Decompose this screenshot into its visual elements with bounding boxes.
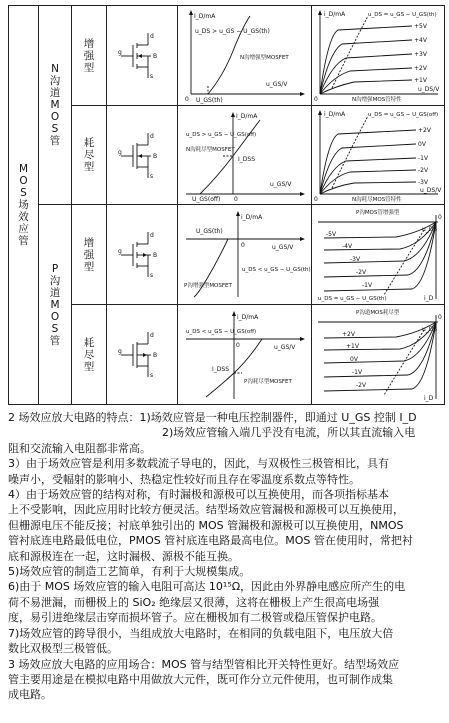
vertical-char: 道 [49,87,61,99]
svg-text:+1V: +1V [414,77,427,84]
svg-text:u_DS: u_DS [422,226,438,233]
svg-text:0V: 0V [418,141,426,148]
text-line: 6)由于 MOS 场效应管的输入电阻可高达 10¹⁵Ω，因此由外界静电感应所产生的电 [8,580,406,594]
terminal-s: s [150,73,154,80]
svg-text:U_GS(th): U_GS(th) [196,97,223,104]
svg-text:u_DS/V: u_DS/V [420,187,442,194]
vertical-char: M [50,298,60,311]
svg-text:u_DS < u_GS − U_GS(th): u_DS < u_GS − U_GS(th) [242,267,311,273]
svg-text:N沟增强型MOSFET: N沟增强型MOSFET [240,55,289,61]
text-line: 荷不易泄漏，而栅极上的 SiO₂ 绝缘层又很薄，这将在栅极上产生很高电场强 [8,595,380,609]
svg-text:d: d [150,133,154,140]
output-curve-n-enhancement [312,6,445,105]
category-label [9,6,38,404]
svg-text:-1V: -1V [362,282,373,289]
text-line: 管衬底连电路最低电位，PMOS 管衬底连电路最高电位。MOS 管在使用时，常把衬 [8,534,413,548]
text-line: 2)场效应管输入端几乎没有电流，所以其直流输入电 [162,426,416,440]
text-line: 7)场效应管的跨导很小，当组成放大电路时，在相同的负载电阻下，电压放大倍 [8,626,394,640]
vertical-char: 型 [83,360,95,373]
group-label-n-channel [39,6,71,204]
svg-text:g: g [118,149,122,156]
vertical-char: O [19,175,28,187]
svg-text:i_D/mA: i_D/mA [241,214,263,221]
svg-text:+2V: +2V [418,127,431,134]
vertical-char: N [51,63,59,75]
vertical-char: 管 [18,235,29,247]
svg-text:0V: 0V [350,356,358,363]
svg-text:N沟耗尽型MOSFET: N沟耗尽型MOSFET [186,147,235,153]
vertical-char: 应 [18,223,29,235]
svg-text:-3V: -3V [350,256,361,263]
text-line: 但栅源电压不能反接；衬底单独引出的 MOS 管漏极和源极可以互换使用，NMOS [8,518,404,532]
vertical-char: S [20,187,27,199]
svg-text:U_GS(off): U_GS(off) [192,196,221,203]
svg-text:N沟增强MOS管特性: N沟增强MOS管特性 [352,97,402,103]
transfer-curve-n-enhancement [178,6,311,105]
svg-text:i_D/mA: i_D/mA [324,111,346,118]
text-line: 噪声小，受幅射的影响小、热稳定性较好而且存在零温度系数点等特性。 [8,472,360,486]
svg-text:+3V: +3V [414,51,427,58]
vertical-char: 强 [83,248,95,261]
vertical-char: S [51,322,59,335]
svg-text:I_DSS: I_DSS [212,366,230,373]
terminal-g: g [118,49,122,56]
svg-text:u_DS > u_GS − U_GS(th): u_DS > u_GS − U_GS(th) [195,28,270,35]
svg-text:B: B [153,153,158,160]
svg-text:-5V: -5V [326,231,337,238]
svg-text:0: 0 [438,314,442,321]
svg-text:s: s [150,173,154,180]
vertical-char: 沟 [49,75,61,87]
svg-text:0: 0 [314,96,318,103]
svg-text:-3V: -3V [418,179,429,186]
vertical-char: 增 [83,37,95,50]
svg-text:i_D/mA: i_D/mA [324,11,346,18]
svg-text:i_D/mA: i_D/mA [237,314,259,321]
vertical-char: 耗 [83,336,95,349]
svg-text:-1V: -1V [352,369,363,376]
text-line: 数比双极型三极管低。 [8,642,118,656]
svg-text:-4V: -4V [342,243,353,250]
vertical-char: 管 [49,334,61,347]
vertical-char: O [50,111,60,123]
svg-text:-2V: -2V [356,382,367,389]
text-line: 5)场效应管的制造工艺简单，有利于大规模集成。 [8,565,251,579]
svg-text:i_D: i_D [424,395,434,402]
vertical-char: 尽 [83,348,95,361]
transfer-curve-n-depletion [178,106,311,204]
vertical-char: O [50,310,60,323]
text-line: 2 场效应放大电路的特点：1)场效应管是一种电压控制器件，即通过 U_GS 控制 I_D [8,411,417,424]
svg-text:d: d [150,332,154,339]
symbol-p-depletion [107,305,177,404]
vertical-char: 尽 [83,149,95,161]
svg-text:s: s [150,372,154,379]
svg-text:P沟耗尽型MOSFET: P沟耗尽型MOSFET [244,379,292,385]
vertical-char: 型 [83,61,95,74]
svg-text:I_D/mA: I_D/mA [236,113,258,120]
transfer-curve-p-depletion [178,305,311,404]
symbol-p-enhancement [107,205,177,304]
svg-text:0: 0 [234,196,238,203]
vertical-char: 型 [83,161,95,173]
svg-text:B: B [153,352,158,359]
terminal-b: B [153,53,158,60]
mos-classification-table [8,5,445,405]
svg-text:P沟MOS管增强型: P沟MOS管增强型 [356,210,400,216]
type-label [72,205,106,304]
text-line: 阻和交流输入电阻都非常高。 [8,441,151,455]
svg-text:-2V: -2V [356,269,367,276]
svg-text:U_GS(th): U_GS(th) [196,228,223,235]
vertical-char: P [51,262,59,275]
svg-text:0: 0 [241,242,245,249]
svg-text:u_GS/V: u_GS/V [274,344,296,351]
vertical-char: 道 [49,286,61,299]
vertical-char: 效 [18,211,29,223]
type-label [72,106,106,204]
body-text [8,410,445,703]
svg-text:u_DS: u_DS [422,326,438,333]
vertical-char: 强 [83,49,95,62]
text-line: 3 场效应放大电路的应用场合：MOS 管与结型管相比开关特性更好。结型场效应 [8,657,400,671]
svg-text:+5V: +5V [414,23,427,30]
svg-text:+2V: +2V [414,65,427,72]
svg-text:+4V: +4V [414,37,427,44]
svg-text:u_DS > u_GS − U_GS(off): u_DS > u_GS − U_GS(off) [186,132,257,138]
vertical-char: 沟 [49,274,61,287]
svg-text:I_D/mA: I_D/mA [194,13,216,20]
text-line: 度，易引进绝缘层击穿而损坏管子。应在栅极加有二极管或稳压管保护电路。 [8,611,382,625]
svg-text:I_DSS: I_DSS [238,156,256,163]
vertical-char: 耗 [83,137,95,149]
type-label [72,305,106,404]
svg-text:u_DS/V: u_DS/V [418,86,440,93]
output-curve-p-depletion [312,305,445,404]
svg-text:+1V: +1V [346,343,359,350]
group-label-p-channel [39,205,71,404]
svg-text:g: g [118,248,122,255]
symbol-n-enhancement [107,6,177,105]
vertical-char: M [18,163,29,175]
text-line: 3）由于场效应管是利用多数载流子导电的，因此，与双极性三极管相比，具有 [8,457,389,471]
svg-text:g: g [118,348,122,355]
text-line: 成电路。 [8,688,52,702]
svg-text:0: 0 [185,96,189,103]
svg-text:u_GS/V: u_GS/V [266,81,288,88]
text-line: 上不受影响，因此应用时比较方便灵活。结型场效应管漏极和源极可以互换使用， [8,503,404,517]
svg-text:u_GS/V: u_GS/V [270,181,292,188]
svg-text:i_D: i_D [424,295,434,302]
vertical-char: M [50,99,60,111]
svg-text:u_DS < u_GS − U_GS(off): u_DS < u_GS − U_GS(off) [186,329,257,335]
svg-text:0: 0 [438,214,442,221]
svg-text:N沟耗尽MOS管特性: N沟耗尽MOS管特性 [352,197,402,203]
svg-text:u_GS/V: u_GS/V [272,244,294,251]
type-label [72,6,106,105]
svg-text:0: 0 [236,342,240,349]
vertical-char: S [51,123,59,135]
terminal-d: d [150,33,154,40]
svg-text:P沟增强型MOSFET: P沟增强型MOSFET [184,283,232,289]
svg-text:u_DS = u_GS − U_GS(th): u_DS = u_GS − U_GS(th) [368,12,437,18]
svg-text:u_DS = u_GS − U_GS(th): u_DS = u_GS − U_GS(th) [318,296,387,302]
svg-text:0: 0 [314,196,318,203]
text-line: 底和源极连在一起，这时漏极、源极不能互换。 [8,549,239,563]
text-line: 管主要用途是在模拟电路中用做放大元件，既可作分立元件使用，也可制作成集 [8,672,393,686]
vertical-char: 场 [18,199,29,211]
svg-text:-2V: -2V [418,167,429,174]
svg-text:+2V: +2V [342,331,355,338]
vertical-char: 型 [83,260,95,273]
output-curve-n-depletion [312,106,445,204]
svg-text:u_DS = u_GS − U_GS(off): u_DS = u_GS − U_GS(off) [368,112,439,118]
vertical-char: 管 [49,135,61,147]
svg-text:d: d [150,232,154,239]
transfer-curve-p-enhancement [178,205,311,304]
output-curve-p-enhancement [312,205,445,304]
vertical-char: 增 [83,236,95,249]
svg-text:B: B [153,252,158,259]
svg-text:P沟道MOS耗尽型: P沟道MOS耗尽型 [356,310,400,316]
text-line: 4）由于场效应管的结构对称，有时漏极和源极可以互换使用，而各项指标基本 [8,488,389,502]
symbol-n-depletion [107,106,177,204]
svg-text:s: s [150,272,154,279]
svg-text:-1V: -1V [418,155,429,162]
